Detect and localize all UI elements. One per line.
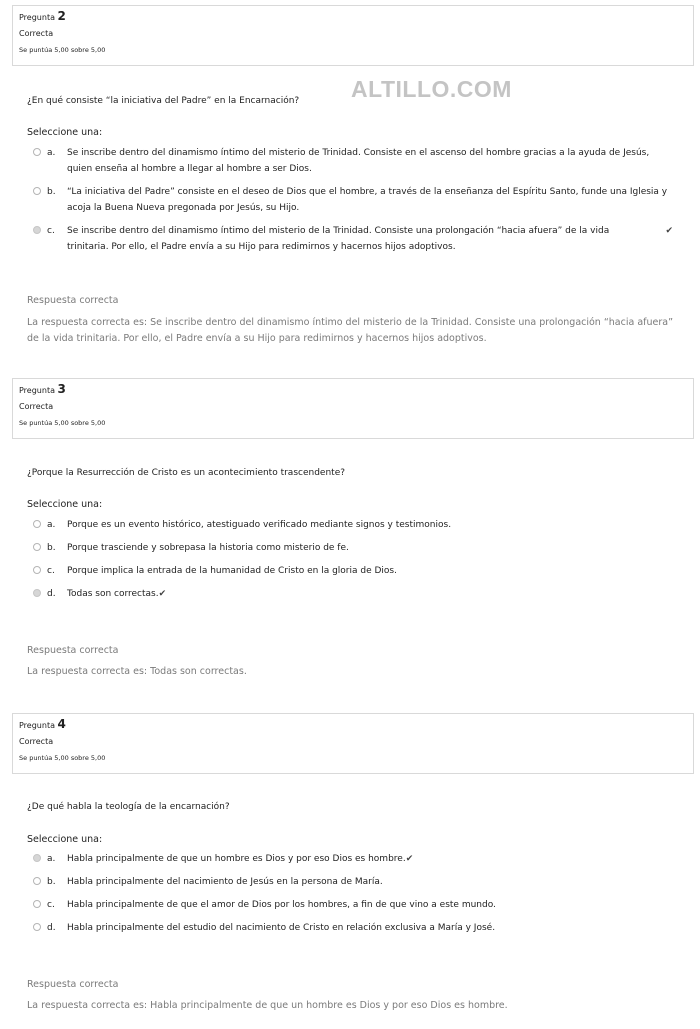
option-text: “La iniciativa del Padre” consiste en el deseo de Dios que el hombre, a través de la enseñanza del Espíritu Santo, funde una Iglesia y acoja la Buena Nueva pregonada por Jesús, su Hijo.: [67, 187, 668, 213]
question-state: Correcta: [19, 402, 54, 411]
option-c[interactable]: c. Se inscribe dentro del dinamismo íntimo del misterio de la Trinidad. Consiste una prolongación “hacia afuera” de la vida trinitaria. Por ello, el Padre envía a su Hijo para redimirnos y hacernos hijos adoptivos. ✔: [33, 223, 673, 255]
answer-options: [33, 145, 673, 262]
feedback-text: La respuesta correcta es: Se inscribe dentro del dinamismo íntimo del misterio de la Trinidad. Consiste una prolongación “hacia afuera” de la vida trinitaria. Por ello, el Padre envía a su Hijo para redimirnos y hacernos hijos adoptivos.: [27, 317, 673, 344]
option-b[interactable]: b. Porque trasciende y sobrepasa la historia como misterio de fe.: [33, 540, 673, 556]
question-3-info: [12, 378, 694, 439]
option-d[interactable]: d. Todas son correctas.✔: [33, 586, 673, 602]
answer-options: [33, 517, 673, 609]
feedback-text: La respuesta correcta es: Todas son correctas.: [27, 666, 247, 677]
option-b[interactable]: b. Habla principalmente del nacimiento de Jesús en la persona de María.: [33, 874, 673, 890]
question-state: Correcta: [19, 29, 54, 38]
option-a[interactable]: a. Se inscribe dentro del dinamismo íntimo del misterio de Trinidad. Consiste en el ascenso del hombre gracias a la ayuda de Jesús, quien enseña al hombre a llegar al hombre a ser Dios.: [33, 145, 673, 177]
radio-button[interactable]: [33, 543, 41, 551]
option-a[interactable]: a. Porque es un evento histórico, atestiguado verificado mediante signos y testimonios.: [33, 517, 673, 533]
feedback-text: La respuesta correcta es: Habla principalmente de que un hombre es Dios y por eso Dios es hombre.: [27, 1000, 508, 1011]
prompt-label: Seleccione una:: [27, 499, 103, 510]
option-text: Habla principalmente del nacimiento de Jesús en la persona de María.: [67, 877, 383, 887]
question-grade: Se puntúa 5,00 sobre 5,00: [19, 419, 106, 427]
option-c[interactable]: c. Porque implica la entrada de la humanidad de Cristo en la gloria de Dios.: [33, 563, 673, 579]
radio-button[interactable]: [33, 187, 41, 195]
radio-button-selected[interactable]: [33, 226, 41, 234]
question-4-info: [12, 713, 694, 774]
prompt-label: Seleccione una:: [27, 127, 103, 138]
feedback-title: Respuesta correcta: [27, 295, 119, 306]
option-text: Se inscribe dentro del dinamismo íntimo del misterio de la Trinidad. Consiste una prolongación “hacia afuera” de la vida trinitaria. Por ello, el Padre envía a su Hijo para redimirnos y hacernos hijos adoptivos.: [67, 226, 610, 252]
radio-button[interactable]: [33, 923, 41, 931]
question-number: Pregunta 4: [19, 717, 66, 731]
answer-options: [33, 851, 673, 943]
option-text: Porque trasciende y sobrepasa la historia como misterio de fe.: [67, 543, 349, 553]
option-text: Porque implica la entrada de la humanidad de Cristo en la gloria de Dios.: [67, 566, 397, 576]
option-text: Todas son correctas.: [67, 589, 159, 599]
feedback-title: Respuesta correcta: [27, 645, 119, 656]
radio-button[interactable]: [33, 877, 41, 885]
option-b[interactable]: b. “La iniciativa del Padre” consiste en el deseo de Dios que el hombre, a través de la enseñanza del Espíritu Santo, funde una Iglesia y acoja la Buena Nueva pregonada por Jesús, su Hijo.: [33, 184, 673, 216]
radio-button-selected[interactable]: [33, 854, 41, 862]
option-text: Porque es un evento histórico, atestiguado verificado mediante signos y testimonios.: [67, 520, 452, 530]
radio-button[interactable]: [33, 148, 41, 156]
option-d[interactable]: d. Habla principalmente del estudio del nacimiento de Cristo en relación exclusiva a María y José.: [33, 920, 673, 936]
option-text: Habla principalmente del estudio del nacimiento de Cristo en relación exclusiva a María y José.: [67, 923, 496, 933]
question-number: Pregunta 3: [19, 382, 66, 396]
question-text: ¿De qué habla la teología de la encarnación?: [27, 802, 230, 812]
correct-check-icon: ✔: [158, 589, 167, 599]
question-grade: Se puntúa 5,00 sobre 5,00: [19, 754, 106, 762]
question-text: ¿En qué consiste “la iniciativa del Padre” en la Encarnación?: [27, 96, 300, 106]
prompt-label: Seleccione una:: [27, 834, 103, 845]
question-number: Pregunta 2: [19, 9, 66, 23]
question-state: Correcta: [19, 737, 54, 746]
question-2-info: [12, 5, 694, 66]
question-grade: Se puntúa 5,00 sobre 5,00: [19, 46, 106, 54]
radio-button[interactable]: [33, 520, 41, 528]
question-text: ¿Porque la Resurrección de Cristo es un acontecimiento trascendente?: [27, 468, 346, 478]
radio-button-selected[interactable]: [33, 589, 41, 597]
correct-check-icon: ✔: [665, 226, 673, 236]
option-a[interactable]: a. Habla principalmente de que un hombre es Dios y por eso Dios es hombre.✔: [33, 851, 673, 867]
correct-check-icon: ✔: [405, 854, 414, 864]
option-text: Se inscribe dentro del dinamismo íntimo del misterio de Trinidad. Consiste en el ascenso del hombre gracias a la ayuda de Jesús, quien enseña al hombre a llegar al hombre a ser Dios.: [67, 148, 650, 174]
radio-button[interactable]: [33, 566, 41, 574]
option-text: Habla principalmente de que un hombre es Dios y por eso Dios es hombre.: [67, 854, 406, 864]
watermark-logo: ALTILLO.COM: [351, 76, 512, 102]
feedback-title: Respuesta correcta: [27, 979, 119, 990]
radio-button[interactable]: [33, 900, 41, 908]
option-text: Habla principalmente de que el amor de Dios por los hombres, a fin de que vino a este mundo.: [67, 900, 496, 910]
option-c[interactable]: c. Habla principalmente de que el amor de Dios por los hombres, a fin de que vino a este mundo.: [33, 897, 673, 913]
